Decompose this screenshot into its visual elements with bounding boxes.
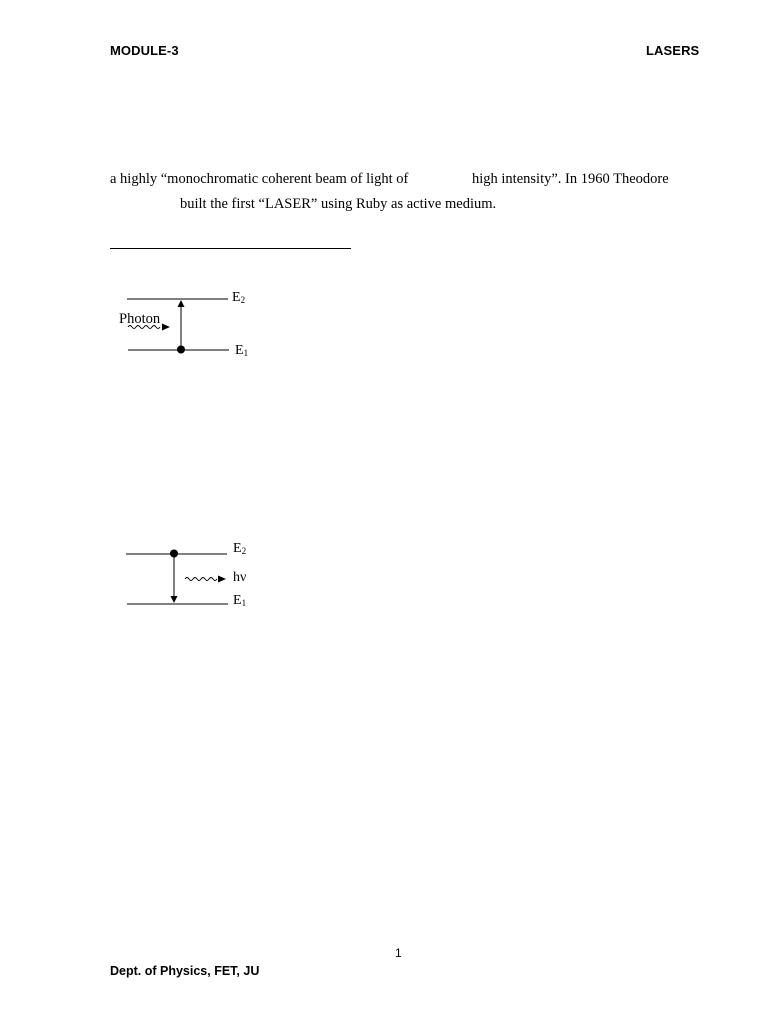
abs-lower-level-label: $E_1$: [235, 343, 249, 358]
abs-electron-dot: [177, 346, 185, 354]
abs-upper-level-label: $E_2$: [232, 290, 246, 305]
body-text-line-1b: high intensity”. In 1960 Theodore: [472, 171, 669, 187]
section-underline: [110, 248, 351, 249]
page-number: 1: [395, 946, 402, 960]
body-text-line-2: built the first “LASER” using Ruby as active medium.: [180, 196, 497, 212]
em-photon-arrowhead: [218, 576, 226, 583]
footer-department: Dept. of Physics, FET, JU: [110, 964, 260, 978]
em-electron-dot: [170, 550, 178, 558]
header-module-title: MODULE-3: [110, 43, 179, 58]
body-text-line-1a: a highly “monochromatic coherent beam of light of: [110, 171, 409, 187]
abs-arrowhead-up: [178, 300, 185, 307]
abs-photon-arrowhead: [162, 324, 170, 331]
em-upper-level-label: $E_2$: [233, 541, 247, 556]
em-lower-level-label: $E_1$: [233, 593, 247, 608]
abs-photon-label: Photon: [119, 311, 161, 327]
em-photon-label: hν: [233, 570, 247, 585]
header-topic-title: LASERS: [646, 43, 700, 58]
em-arrowhead-down: [171, 596, 178, 603]
em-photon-wave: [185, 578, 217, 581]
